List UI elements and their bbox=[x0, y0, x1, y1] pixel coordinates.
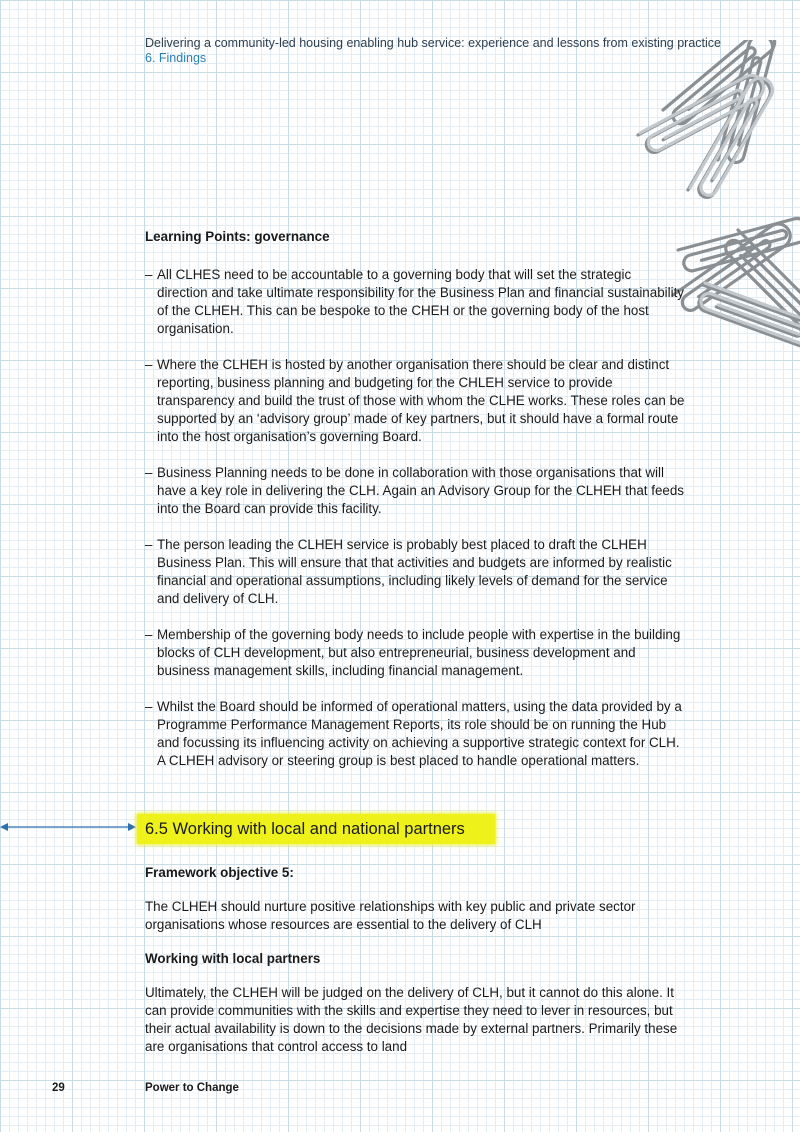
learning-points-heading: Learning Points: governance bbox=[145, 229, 330, 244]
dash-marker: – bbox=[145, 267, 153, 282]
list-item: – Business Planning needs to be done in collaboration with those organisations that will have a key role in delivering the CLH. Again an Advisory Group for the CLHEH that feeds into the Board can provide this facility. bbox=[145, 465, 684, 516]
dash-marker: – bbox=[145, 627, 153, 642]
dash-marker: – bbox=[145, 357, 153, 372]
section-body bbox=[145, 864, 685, 1072]
objective-heading: Framework objective 5: bbox=[145, 865, 294, 880]
partners-text: Ultimately, the CLHEH will be judged on the delivery of CLH, but it cannot do this alone. It can provide communities with the skills and expertise they need to lever in resources, but their actual availability is down to the decisions made by external partners. Primarily these are organisations that control access to land bbox=[145, 985, 678, 1054]
dash-marker: – bbox=[145, 699, 153, 714]
page-number: 29 bbox=[52, 1082, 65, 1094]
footer-organisation: Power to Change bbox=[145, 1082, 239, 1094]
chapter-label: 6. Findings bbox=[145, 51, 207, 65]
list-item: – Membership of the governing body needs to include people with expertise in the building blocks of CLH development, but also entrepreneurial, business development and business management skills, including financial management. bbox=[145, 627, 681, 678]
partners-heading: Working with local partners bbox=[145, 951, 321, 966]
list-item: – All CLHES need to be accountable to a governing body that will set the strategic direction and take ultimate responsibility for the Business Plan and financial sustainability of the CLHEH. This can be bespoke to the CHEH or the governing body of the host organisation. bbox=[145, 267, 684, 336]
learning-points bbox=[145, 228, 685, 788]
learning-points-list bbox=[145, 266, 685, 770]
list-item: – Whilst the Board should be informed of operational matters, using the data provided by a Programme Performance Management Reports, its role should be on running the Hub and focussing its influencing activity on achieving a supportive strategic context for CLH. A CLHEH advisory or steering group is best placed to handle operational matters. bbox=[145, 699, 682, 768]
list-item: – The person leading the CLHEH service is probably best placed to draft the CLHEH Business Plan. This will ensure that that activities and budgets are informed by realistic financial and operational assumptions, including likely levels of demand for the service and delivery of CLH. bbox=[145, 537, 672, 606]
objective-text: The CLHEH should nurture positive relationships with key public and private sector organisations whose resources are essential to the delivery of CLH bbox=[145, 899, 636, 932]
section-heading: 6.5 Working with local and national partners bbox=[137, 814, 495, 844]
list-item: – Where the CLHEH is hosted by another organisation there should be clear and distinct reporting, business planning and budgeting for the CHLEH service to provide transparency and build the trust of those with whom the CLHE works. These roles can be supported by an ‘advisory group’ made of key partners, but it should have a formal route into the host organisation’s governing Board. bbox=[145, 357, 685, 444]
document-title: Delivering a community-led housing enabling hub service: experience and lessons from existing practice bbox=[145, 36, 721, 50]
dash-marker: – bbox=[145, 465, 153, 480]
double-arrow-icon bbox=[0, 820, 136, 834]
dash-marker: – bbox=[145, 537, 153, 552]
